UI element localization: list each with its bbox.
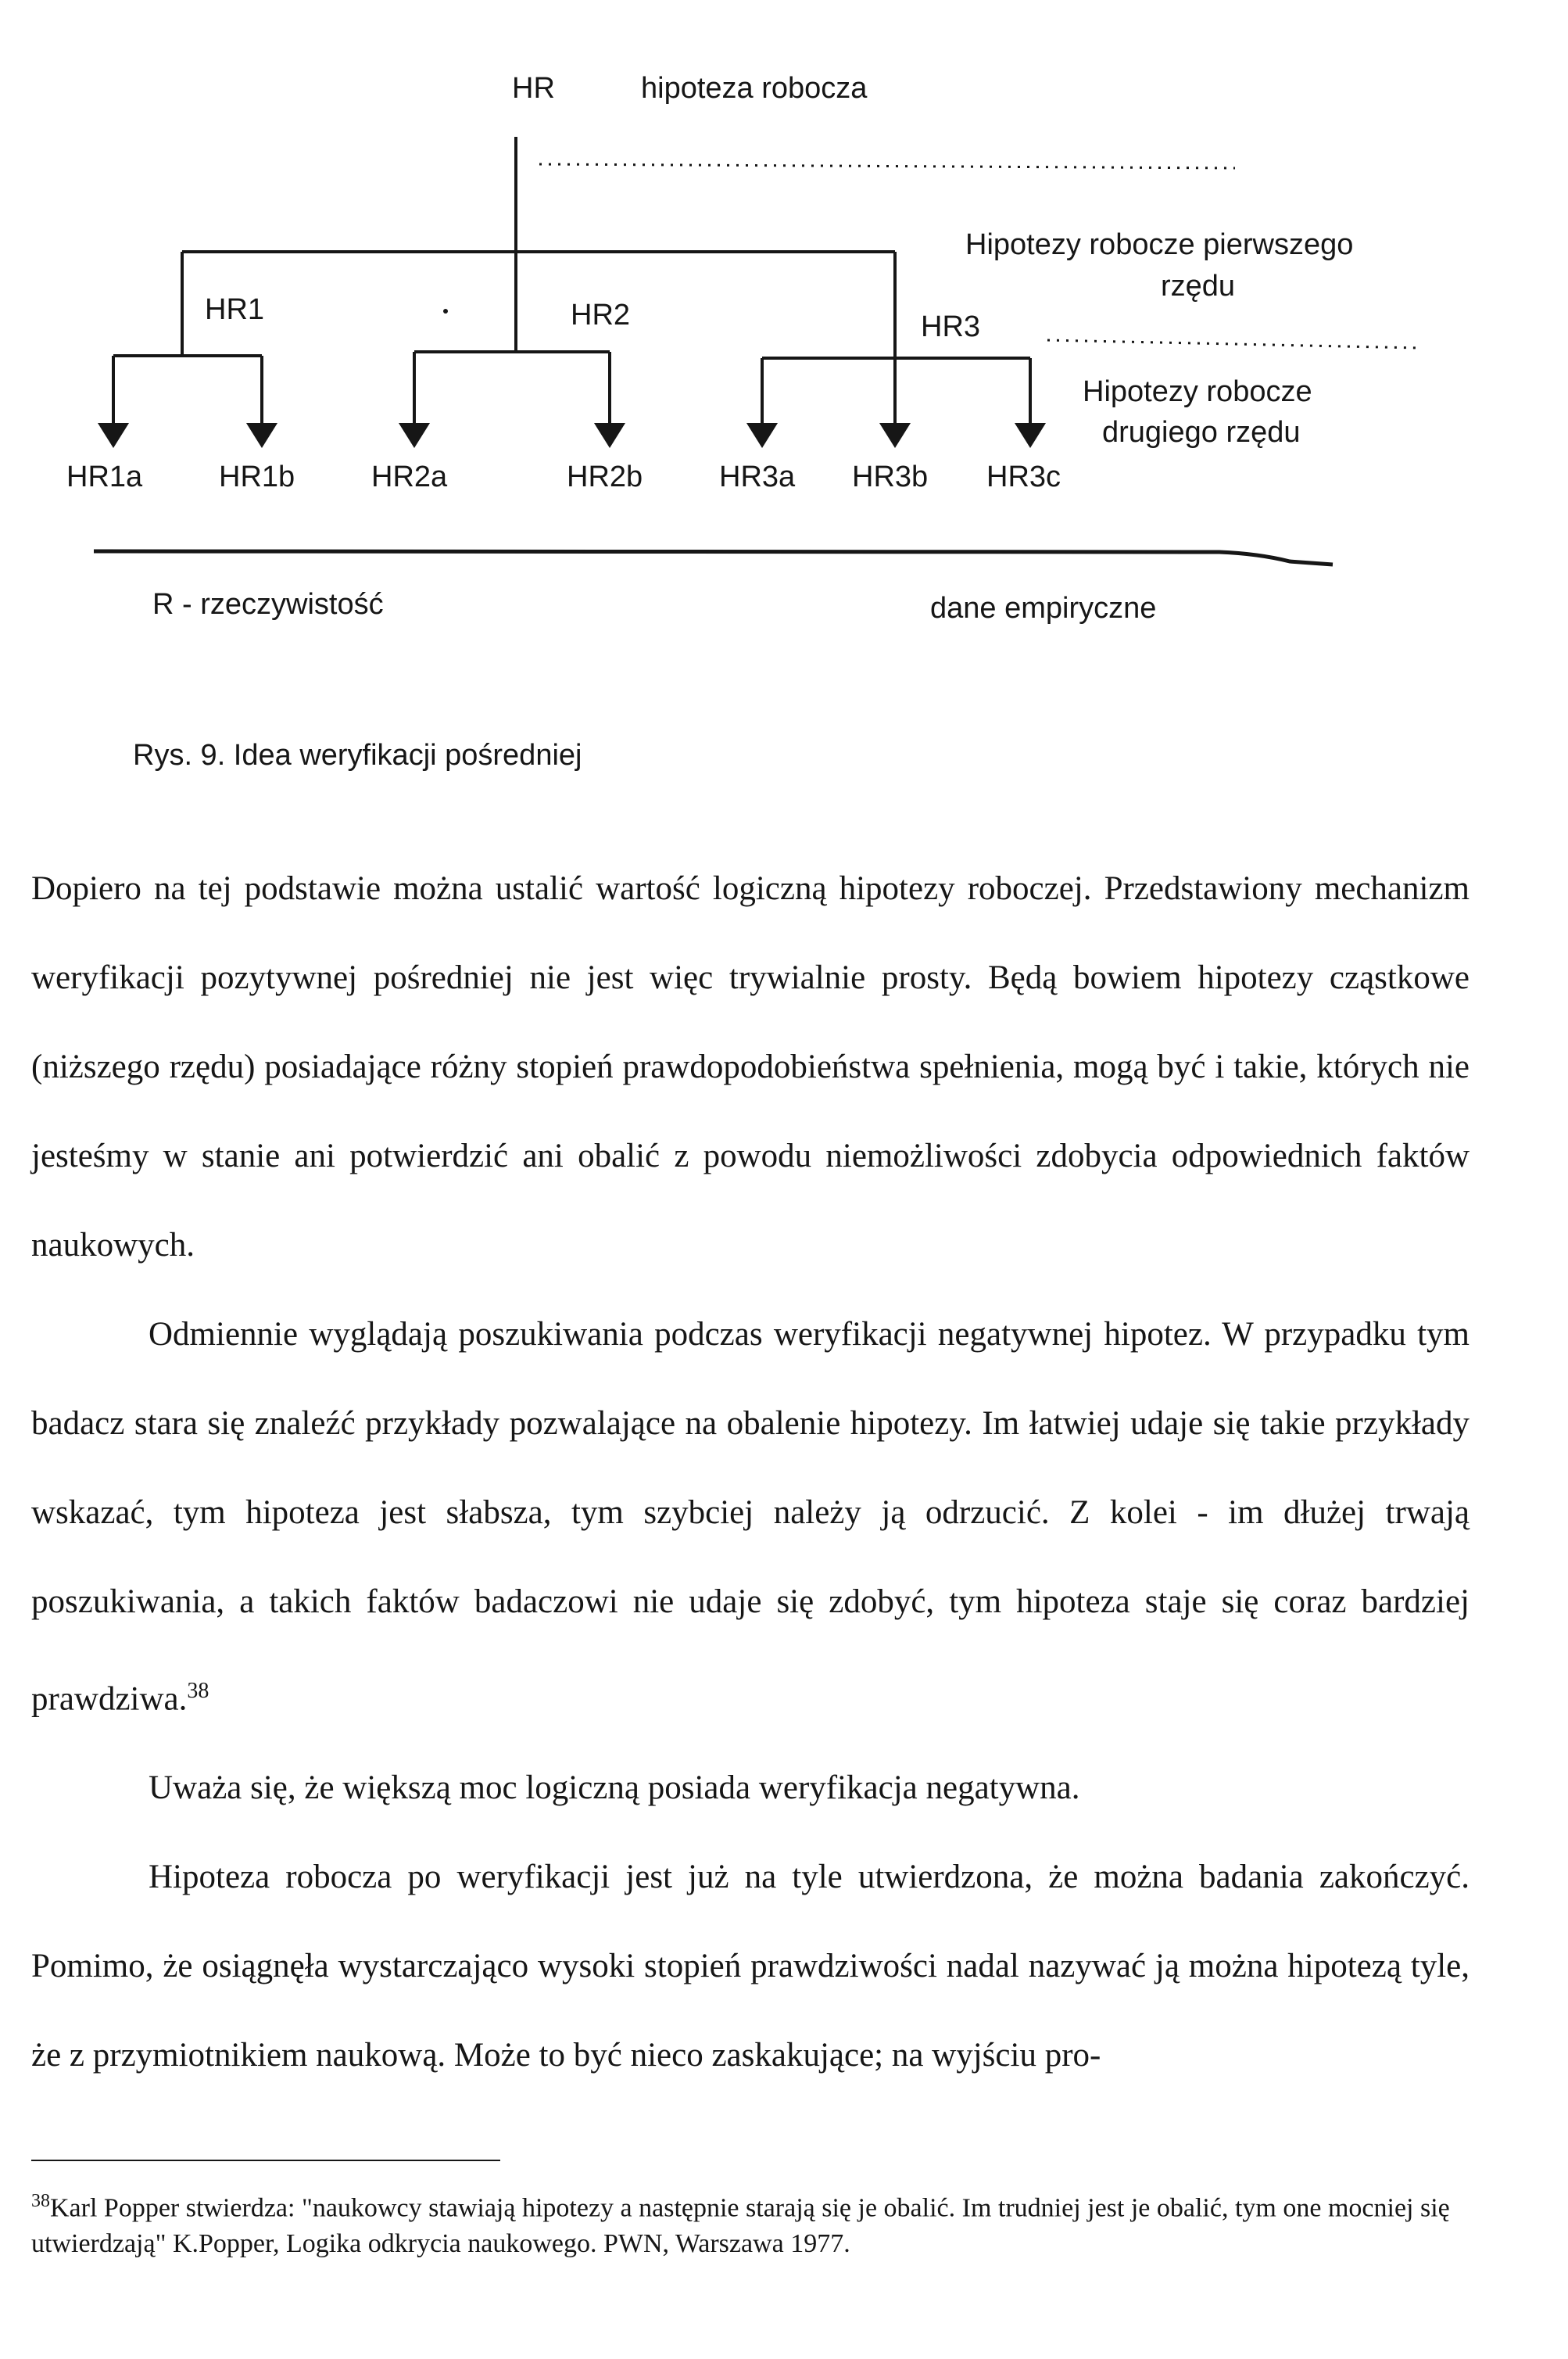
second-order-label: Hipotezy robocze — [1083, 375, 1312, 408]
second-order-node: HR3a — [719, 461, 796, 493]
main-text — [31, 844, 1470, 2100]
root-label: hipoteza robocza — [641, 72, 868, 105]
first-order-node: HR2 — [571, 299, 631, 332]
footnote-number: 38 — [31, 2191, 50, 2211]
reality-label: R - rzeczywistość — [152, 588, 384, 621]
first-order-node: HR1 — [205, 293, 265, 326]
footnote-text: Karl Popper stwierdza: "naukowcy stawiają hipotezy a następnie starają się je obalić. Im trudniej jest je obalić, tym one mocniej się utwierdzają" K.Popper, Logika odkrycia naukowego. PWN, Warszawa 1977. — [31, 2193, 1450, 2259]
second-order-node: HR2a — [371, 461, 448, 493]
paragraph: Dopiero na tej podstawie można ustalić wartość logiczną hipotezy roboczej. Przedstawiony mechanizm weryfikacji pozytywnej pośredniej nie jest więc trywialnie prosty. Będą bowiem hipotezy cząstkowe (niższego rzędu) posiadające różny stopień prawdopodobieństwa spełnienia, mogą być i takie, których nie jesteśmy w stanie ani potwierdzić ani obalić z powodu niemożliwości zdobycia odpowiednich faktów naukowych. — [31, 870, 1470, 1264]
footnote — [31, 2183, 1470, 2262]
second-order-node: HR1b — [219, 461, 295, 493]
empirical-data-label: dane empiryczne — [930, 592, 1157, 625]
second-order-node: HR3b — [852, 461, 929, 493]
diagram-lines — [94, 137, 1419, 565]
first-order-node: HR3 — [921, 310, 981, 343]
paragraph: Hipoteza robocza po weryfikacji jest już na tyle utwierdzona, że można badania zakończyć. Pomimo, że osiągnęła wystarczająco wysoki stopień prawdziwości nadal nazywać ją można hipotezą tyle, że z przymiotnikiem naukową. Może to być nieco zaskakujące; na wyjściu pro- — [31, 1859, 1470, 2074]
footnote-reference: 38 — [187, 1679, 209, 1703]
second-order-label: drugiego rzędu — [1102, 416, 1301, 449]
first-order-label: Hipotezy robocze pierwszego — [965, 228, 1354, 261]
root-code: HR — [512, 72, 555, 105]
paragraph-text: Odmiennie wyglądają poszukiwania podczas weryfikacji negatywnej hipotez. W przypadku tym badacz stara się znaleźć przykłady pozwalające na obalenie hipotezy. Im łatwiej udaje się takie przykłady wskazać, tym hipoteza jest słabsza, tym szybciej należy ją odrzucić. Z kolei - im dłużej trwają poszukiwania, a takich faktów badaczowi nie udaje się zdobyć, tym hipoteza staje się coraz bardziej prawdziwa. — [31, 1316, 1470, 1718]
second-order-node: HR3c — [986, 461, 1061, 493]
paragraph: Uważa się, że większą moc logiczną posiada weryfikacja negatywna. — [149, 1769, 1080, 1807]
first-order-label: rzędu — [1161, 270, 1236, 303]
footnote-separator — [31, 2160, 500, 2161]
figure-caption: Rys. 9. Idea weryfikacji pośredniej — [133, 739, 582, 772]
paragraph — [31, 1290, 1470, 1744]
verification-diagram — [0, 0, 1568, 704]
second-order-node: HR1a — [66, 461, 143, 493]
second-order-node: HR2b — [567, 461, 643, 493]
